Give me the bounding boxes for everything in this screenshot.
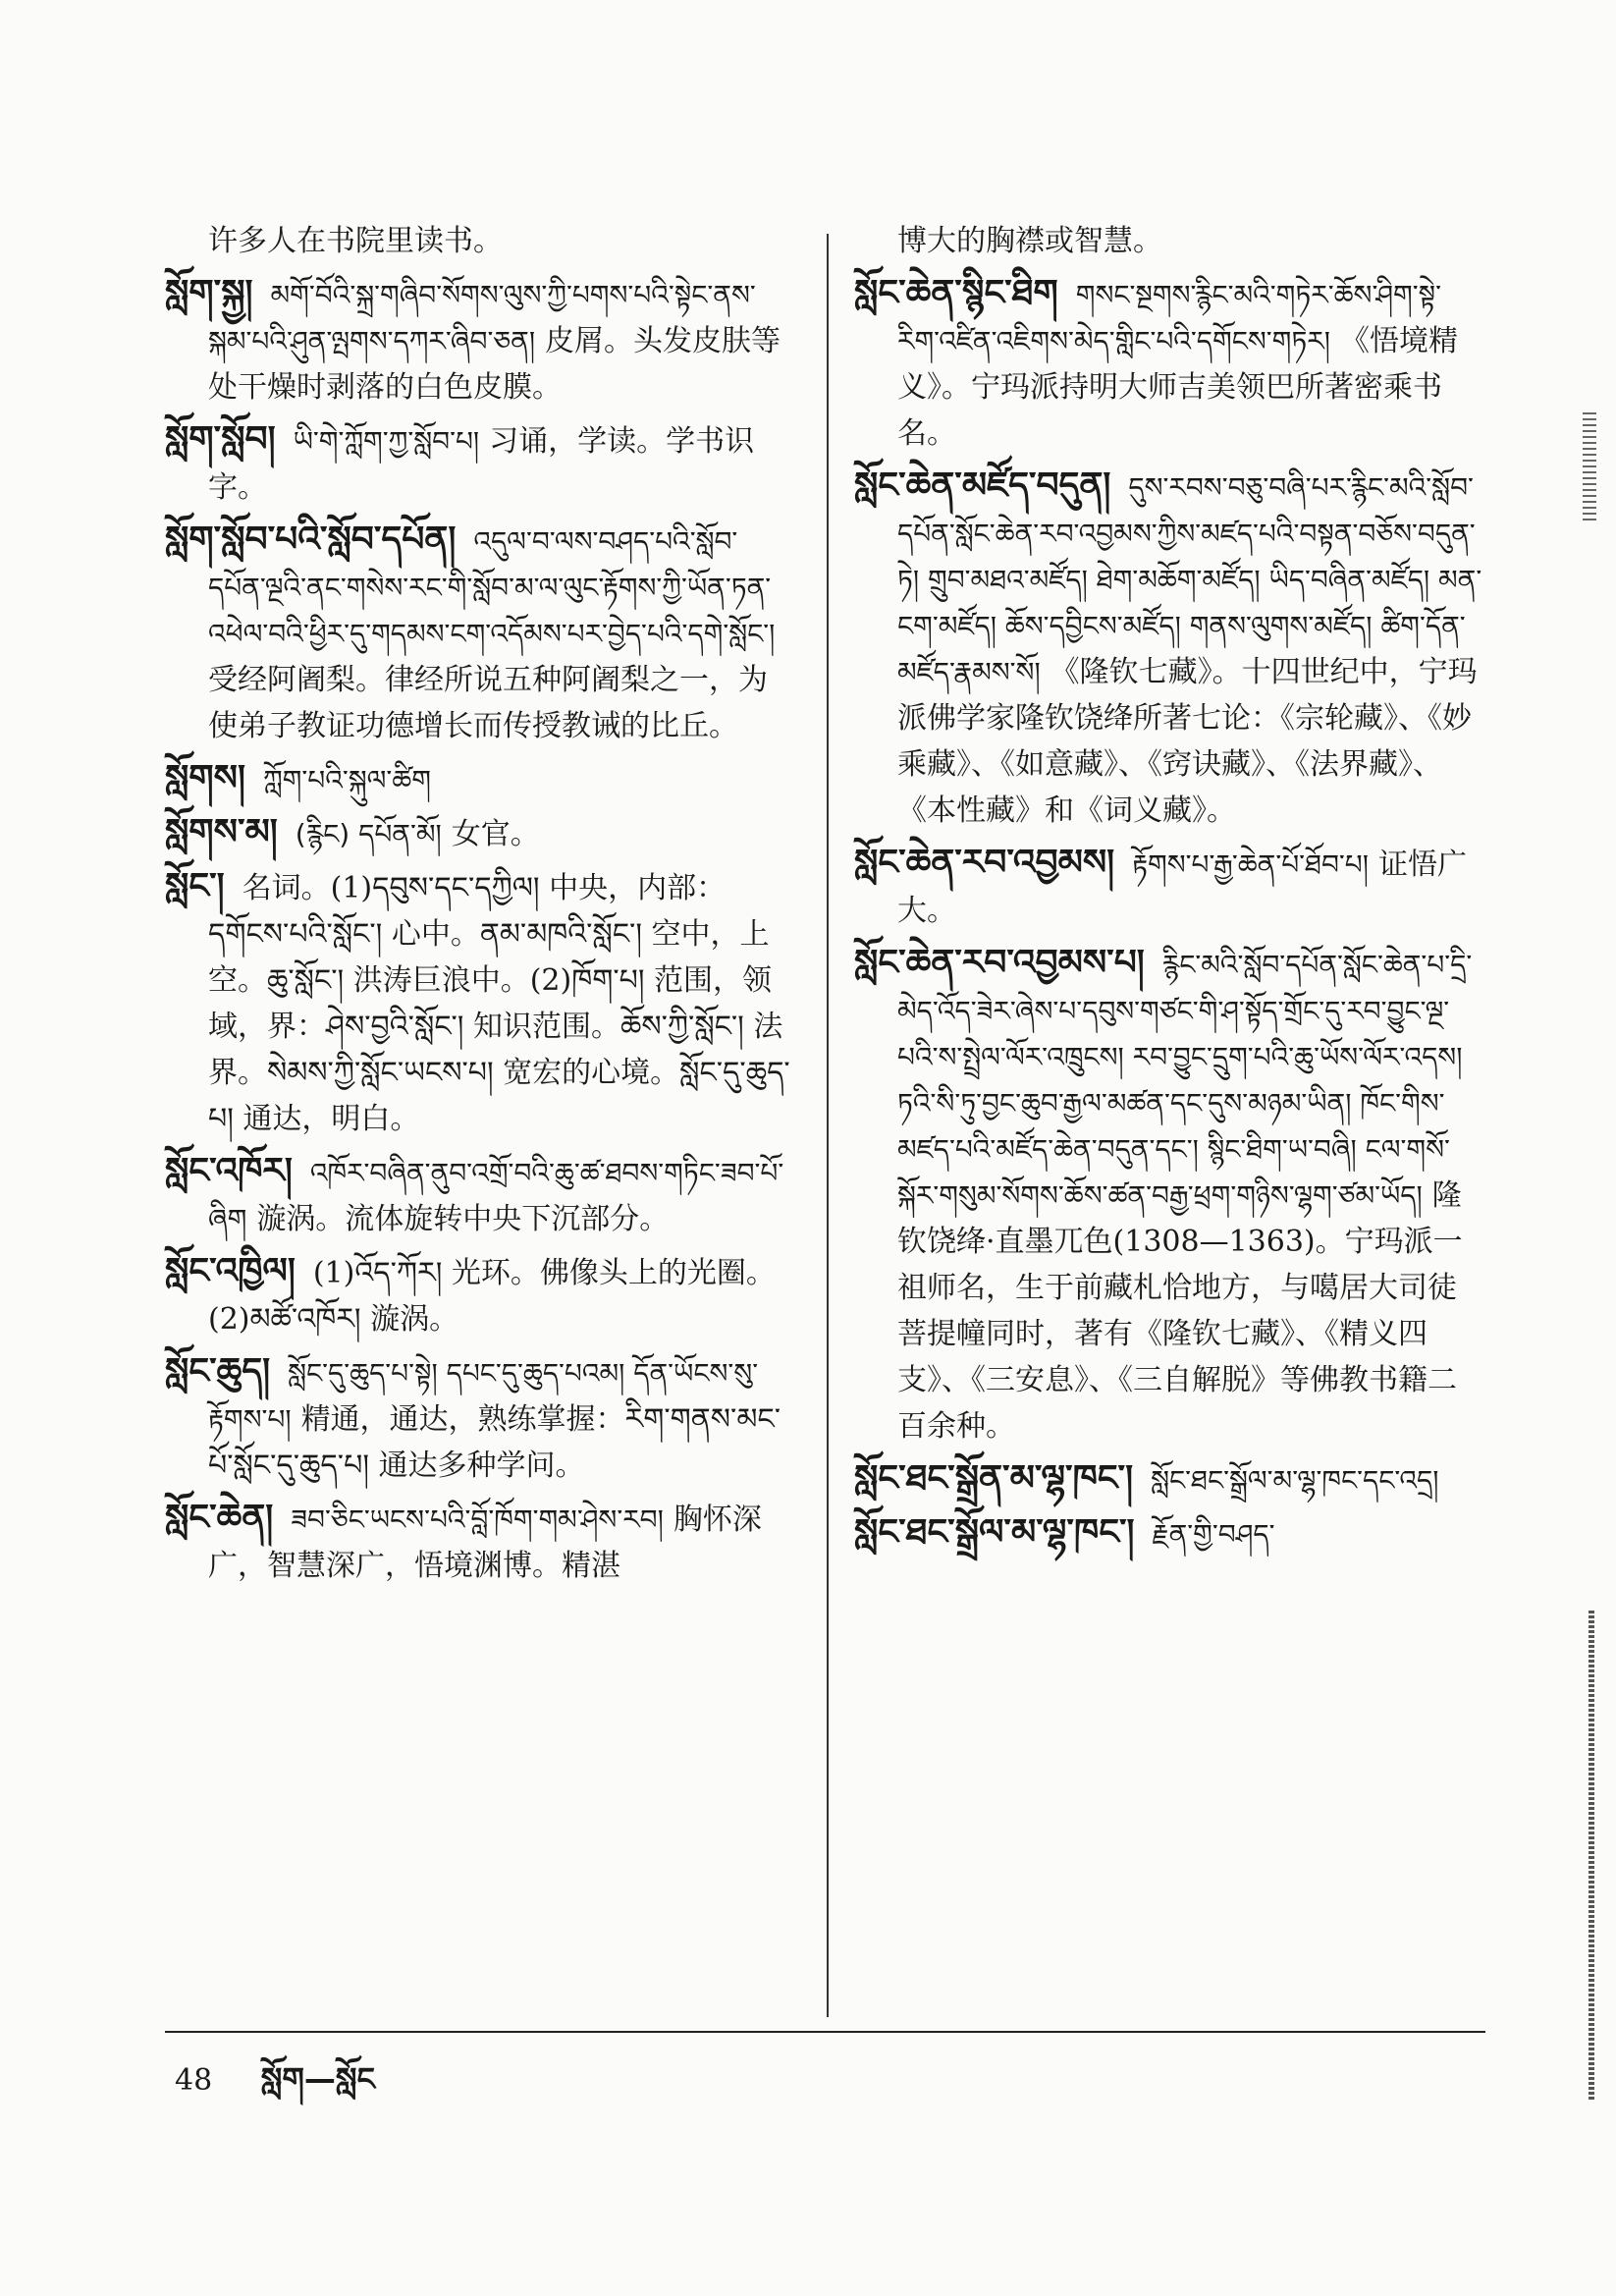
entry-tibetan-definition: དུས་རབས་བཅུ་བཞི་པར་རྙིང་མའི་སློབ་དཔོན་སློང་ཆེན་རབ་འབྱམས་ཀྱིས་མཛད་པའི་བསྟན་བཅོས་བདུན་ཏེ། གྲུབ་མཐའ་མཛོད། ཐེག་མཆོག་མཛོད། ཡིད་བཞིན་མཛོད། མན་ངག་མཛོད། ཆོས་དབྱིངས་མཛོད། གནས་ལུགས་མཛོད། ཚིག་དོན་མཛོད་རྣམས་སོ།	[897, 471, 1482, 688]
entry-headword: སློང་འཁྱིལ།	[165, 1251, 296, 1291]
entry-tibetan-definition: འདུལ་བ་ལས་བཤད་པའི་སློབ་དཔོན་ལྔའི་ནང་གསེས་རང་གི་སློབ་མ་ལ་ལུང་རྟོགས་ཀྱི་ཡོན་ཏན་འཕེལ་བའི་ཕྱིར་དུ་གདམས་ངག་འདོམས་པར་བྱེད་པའི་དགེ་སློང་།	[208, 525, 776, 650]
entry-headword: སློང་ཐང་སྒྲོལ་མ་ལྷ་ཁང་།	[854, 1512, 1135, 1553]
entry-chinese-definition: 受经阿阇梨。律经所说五种阿阇梨之一，为使弟子教证功德增长而传授教诫的比丘。	[208, 663, 768, 743]
entry-chinese-definition: 博大的胸襟或智慧。	[897, 224, 1162, 258]
entry-chinese-definition: 女官。	[451, 817, 540, 851]
entry-headword: སློགས།	[165, 758, 245, 798]
margin-marks	[1583, 412, 1596, 520]
entry-headword: སློང་།	[165, 866, 225, 906]
entry-headword: སློང་འཁོར།	[165, 1151, 293, 1191]
dictionary-entry	[854, 940, 1482, 1449]
entry-tibetan-definition: ཀློག་པའི་སྐུལ་ཚིག	[262, 764, 431, 796]
entry-headword: སློང་ཐང་སྒྲོན་མ་ལྷ་ཁང་།	[854, 1458, 1134, 1499]
entry-tibetan-definition: རྟོགས་པ་རྒྱ་ཆེན་པོ་ཐོབ་པ།	[1132, 848, 1369, 881]
entry-chinese-definition: (1)འོད་ཀོར། 光环。佛像头上的光圈。(2)མཚོ་འཁོར། 漩涡。	[208, 1256, 776, 1337]
entry-chinese-definition: 名词。(1)དབུས་དང་དཀྱིལ། 中央，内部：དགོངས་པའི་སློང་། 心中。ནམ་མཁའི་སློང་། 空中，上空。ཆུ་སློང་། 洪涛巨浪中。(2)ཁོག་པ། 范围，领域，界：ཤེས་བྱའི་སློང་། 知识范围。ཆོས་ཀྱི་སློང་། 法界。སེམས་ཀྱི་སློང་ཡངས་པ། 宽宏的心境。སློང་དུ་ཆུད་པ། 通达，明白。	[208, 871, 790, 1136]
entry-chinese-definition: 精通，通达，熟练掌握：རིག་གནས་མང་པོ་སློང་དུ་ཆུད་པ། 通达多种学问。	[208, 1402, 781, 1483]
entry-tibetan-definition: ཟབ་ཅིང་ཡངས་པའི་བློ་ཁོག་གམ་ཤེས་རབ།	[291, 1503, 664, 1536]
column-divider	[827, 234, 829, 2017]
entry-tibetan-definition: འཁོར་བཞིན་ནུབ་འགྲོ་བའི་ཆུ་ཚ་ཐབས་གཏིང་ཟབ་པོ་ཞིག	[208, 1157, 784, 1235]
entry-chinese-definition: 习诵，学读。学书识字。	[208, 424, 755, 505]
footer-rule	[165, 2031, 1485, 2033]
dictionary-entry	[165, 755, 793, 803]
entry-tibetan-definition: སློང་ཐང་སྒྲོལ་མ་ལྷ་ཁང་དང་འདྲ།	[1151, 1464, 1439, 1497]
dictionary-entry	[165, 1348, 793, 1489]
dictionary-entry	[165, 218, 793, 264]
entry-tibetan-definition: རྗོན་གྱི་བཤད་	[1152, 1518, 1275, 1551]
entry-headword: སློང་ཆེན་རབ་འབྱམས།	[854, 843, 1115, 883]
left-column	[165, 218, 793, 1595]
dictionary-entry	[165, 809, 793, 857]
entry-tibetan-definition: སློང་དུ་ཆུད་པ་སྟེ། དཔང་དུ་ཆུད་པའམ། དོན་ཡོངས་སུ་རྟོགས་པ།	[208, 1357, 759, 1436]
entry-headword: སློག་སློབ་པའི་སློབ་དཔོན།	[165, 519, 457, 560]
dictionary-entry	[165, 1148, 793, 1242]
entry-chinese-definition: 《隆钦七藏》。十四世纪中，宁玛派佛学家隆钦饶绛所著七论：《宗轮藏》、《妙乘藏》、《如意藏》、《窍诀藏》、《法界藏》、《本性藏》和《词义藏》。	[897, 655, 1478, 828]
entry-chinese-definition: 胸怀深广，智慧深广，悟境渊博。精湛	[208, 1503, 762, 1583]
page-number: 48	[175, 2063, 213, 2098]
entry-chinese-definition: 皮屑。头发皮肤等处干燥时剥落的白色皮膜。	[208, 324, 781, 405]
entry-headword: སློག་སློབ།	[165, 419, 276, 460]
dictionary-entry	[854, 1455, 1482, 1503]
entry-chinese-definition: 许多人在书院里读书。	[208, 224, 503, 258]
dictionary-entry	[165, 863, 793, 1142]
dictionary-entry	[165, 1248, 793, 1342]
entry-tibetan-definition: (རྙིང) དཔོན་མོ།	[295, 818, 442, 850]
dictionary-entry	[854, 463, 1482, 834]
entry-chinese-definition: 隆钦饶绛·直墨兀色(1308—1363)。宁玛派一祖师名，生于前藏札恰地方，与噶居大司徒菩提幢同时，著有《隆钦七藏》、《精义四支》、《三安息》、《三自解脱》等佛教书籍二百余种。	[897, 1178, 1463, 1444]
entry-tibetan-definition: གསང་སྔགས་རྙིང་མའི་གཏེར་ཆོས་ཤིག་སྟེ་རིག་འཛིན་འཇིགས་མེད་གླིང་པའི་དགོངས་གཏེར།	[897, 279, 1442, 357]
dictionary-entry	[854, 840, 1482, 934]
entry-headword: སློང་ཆེན་མཛོད་བདུན།	[854, 465, 1111, 506]
dictionary-entry	[165, 1495, 793, 1589]
entry-headword: སློང་ཆུད།	[165, 1351, 271, 1392]
dictionary-entry	[854, 1509, 1482, 1558]
dictionary-entry	[854, 218, 1482, 264]
entry-chinese-definition: 证悟广大。	[897, 847, 1467, 928]
dictionary-entry	[165, 416, 793, 511]
dictionary-entry	[165, 517, 793, 749]
dictionary-entry	[854, 270, 1482, 457]
dictionary-entry	[165, 270, 793, 410]
entry-headword: སློང་ཆེན་རབ་འབྱམས་པ།	[854, 943, 1145, 983]
entry-headword: སློང་ཆེན།	[165, 1498, 274, 1538]
entry-chinese-definition: 漩涡。流体旋转中央下沉部分。	[256, 1202, 670, 1236]
headword-range: སློག—སློང	[260, 2060, 375, 2098]
entry-tibetan-definition: ཡི་གེ་ཀློག་ཀྱ་སློབ་པ།	[293, 425, 480, 458]
margin-bar	[1589, 1611, 1594, 2102]
entry-chinese-definition: 《悟境精义》。宁玛派持明大师吉美领巴所著密乘书名。	[897, 324, 1458, 451]
entry-tibetan-definition: རྙིང་མའི་སློབ་དཔོན་སློང་ཆེན་པ་དྲི་མེད་འོད་ཟེར་ཞེས་པ་དབུས་གཙང་གི་ཤ་སྟོད་གྲོང་དུ་རབ་བྱུང་ལྔ་པའི་ས་སྤྲེལ་ལོར་འཁྲུངས། རབ་བྱུང་དྲུག་པའི་ཆུ་ཡོས་ལོར་འདས། ཏའི་སི་ཏུ་བྱང་ཆུབ་རྒྱལ་མཚན་དང་དུས་མཉམ་ཡིན། ཁོང་གིས་མཛད་པའི་མཛོད་ཆེན་བདུན་དང་། སྙིང་ཐིག་ཡ་བཞི། ངལ་གསོ་སྐོར་གསུམ་སོགས་ཆོས་ཚན་བརྒྱ་ཕྲག་གཉིས་ལྷག་ཙམ་ཡོད།	[897, 949, 1473, 1212]
entry-headword: སློང་ཆེན་སྙིང་ཐིག	[854, 273, 1058, 313]
entry-headword: སློགས་མ།	[165, 812, 278, 852]
right-column	[854, 218, 1482, 1563]
entry-tibetan-definition: མགོ་བོའི་སྐྲ་གཞིབ་སོགས་ལུས་ཀྱི་པགས་པའི་སྟེང་ནས་སྐམ་པའི་ཤུན་ལྤགས་དཀར་ཞིབ་ཅན།	[208, 279, 756, 357]
entry-headword: སློག་སྐྱ།	[165, 273, 253, 313]
page-footer	[175, 2045, 375, 2133]
